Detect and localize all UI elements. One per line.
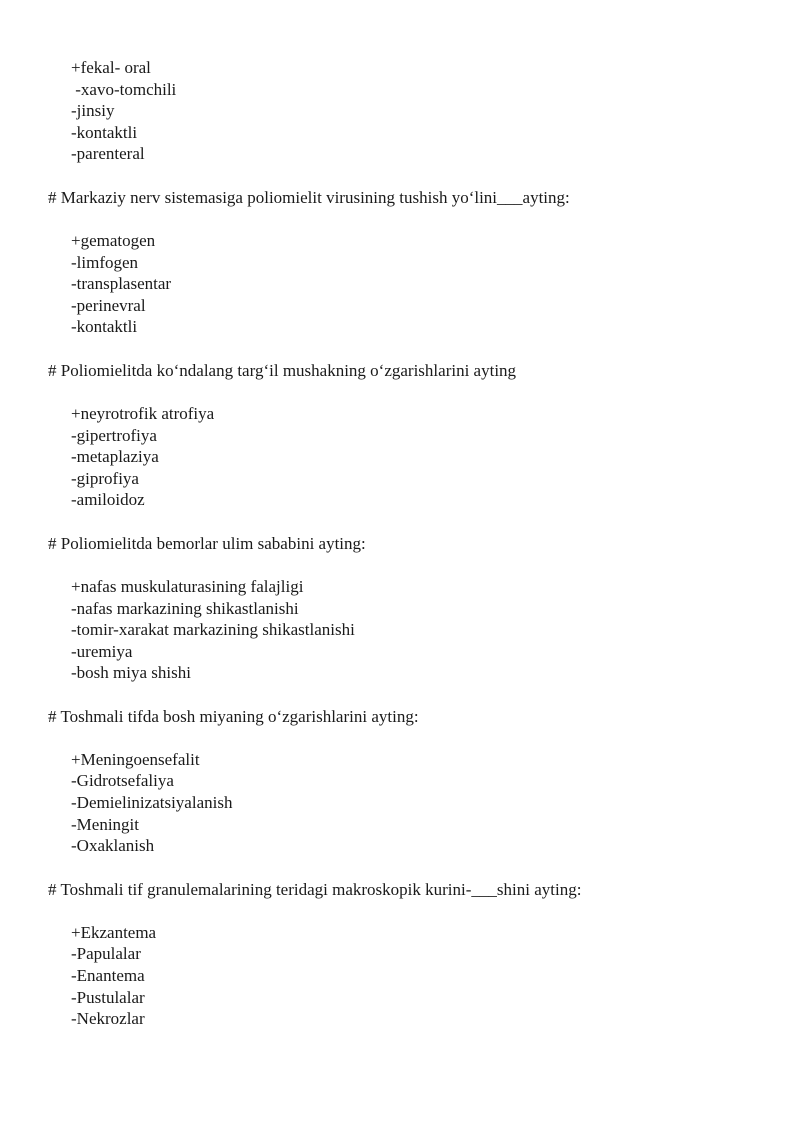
option-line: +nafas muskulaturasining falajligi bbox=[71, 576, 304, 596]
option-line: -Enantema bbox=[71, 966, 145, 986]
question-text: # Poliomielitda ko‘ndalang targ‘il mushakning o‘zgarishlarini ayting bbox=[48, 360, 517, 380]
option-line: +fekal- oral bbox=[71, 58, 151, 77]
option-line: -gipertrofiya bbox=[71, 425, 157, 445]
option-line: -Meningit bbox=[71, 814, 139, 834]
question-text: # Poliomielitda bemorlar ulim sababini ayting: bbox=[48, 533, 366, 553]
option-line: -tomir-xarakat markazining shikastlanishi bbox=[71, 620, 355, 640]
question-options bbox=[71, 749, 800, 857]
option-line: -giprofiya bbox=[71, 468, 139, 488]
option-line: -nafas markazining shikastlanishi bbox=[71, 598, 299, 618]
option-line: -Oxaklanish bbox=[71, 836, 155, 856]
option-line: -uremiya bbox=[71, 641, 133, 661]
option-line: -metaplaziya bbox=[71, 447, 159, 467]
option-line: +gematogen bbox=[71, 230, 156, 250]
question-text: # Toshmali tif granulemalarining teridagi makroskopik kurini-___shini ayting: bbox=[48, 879, 582, 899]
option-line: -limfogen bbox=[71, 252, 139, 272]
question-options bbox=[71, 403, 800, 511]
question-text: # Markaziy nerv sistemasiga poliomielit virusining tushish yo‘lini___ayting: bbox=[48, 187, 570, 207]
option-line: -amiloidoz bbox=[71, 490, 145, 510]
option-line: +neyrotrofik atrofiya bbox=[71, 403, 215, 423]
option-line: -Pustulalar bbox=[71, 987, 145, 1007]
question-options bbox=[71, 922, 800, 1030]
question-options bbox=[71, 230, 800, 338]
question-options bbox=[71, 576, 800, 684]
option-line: -kontaktli bbox=[71, 317, 138, 337]
option-line: -perinevral bbox=[71, 295, 146, 315]
question-text: # Toshmali tifda bosh miyaning o‘zgarishlarini ayting: bbox=[48, 706, 419, 726]
option-line: -transplasentar bbox=[71, 274, 172, 294]
intro-options bbox=[71, 0, 800, 165]
option-line: -xavo-tomchili bbox=[71, 79, 177, 99]
option-line: -bosh miya shishi bbox=[71, 663, 191, 683]
option-line: -Papulalar bbox=[71, 944, 141, 964]
option-line: +Ekzantema bbox=[71, 922, 157, 942]
option-line: -Demielinizatsiyalanish bbox=[71, 793, 233, 813]
option-line: -parenteral bbox=[71, 144, 145, 164]
option-line: -jinsiy bbox=[71, 101, 115, 121]
option-line: -Gidrotsefaliya bbox=[71, 771, 174, 791]
option-line: -Nekrozlar bbox=[71, 1009, 145, 1029]
option-line: -kontaktli bbox=[71, 122, 138, 142]
option-line: +Meningoensefalit bbox=[71, 749, 200, 769]
